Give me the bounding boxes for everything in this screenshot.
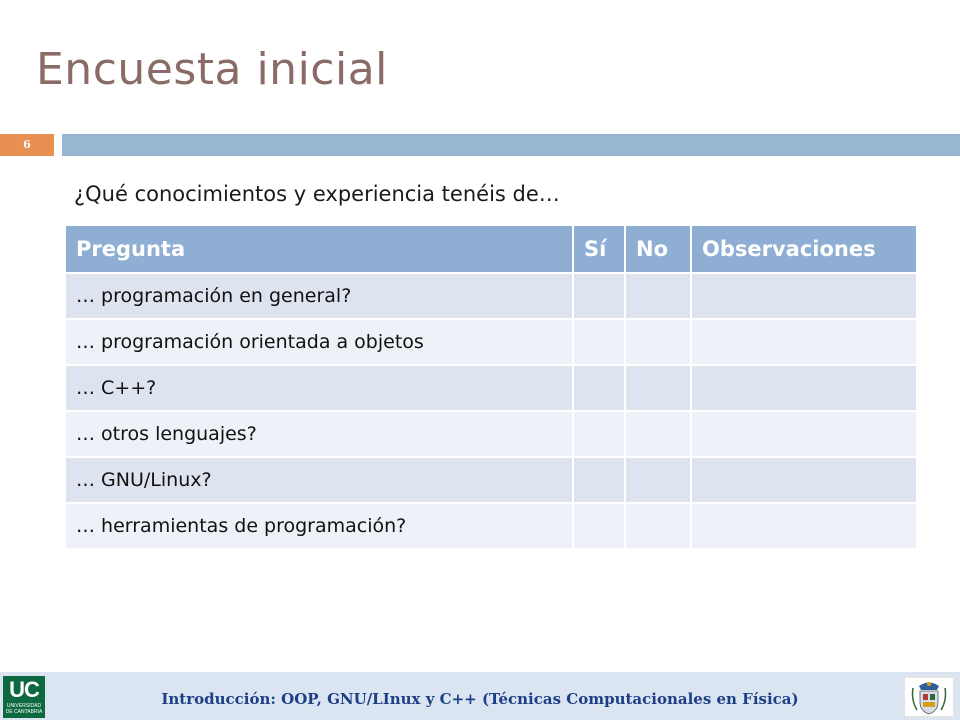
crest-icon (903, 676, 955, 718)
cell-si (573, 457, 625, 503)
logo-subtext: UNIVERSIDAD DE CANTABRIA (5, 703, 43, 715)
table-row (65, 457, 917, 503)
cell-si (573, 411, 625, 457)
table-row (65, 365, 917, 411)
cell-pregunta: … programación orientada a objetos (65, 319, 573, 365)
slide-subtitle: ¿Qué conocimientos y experiencia tenéis de… (74, 182, 560, 206)
cell-observaciones (691, 273, 917, 319)
cell-pregunta: … herramientas de programación? (65, 503, 573, 549)
logo-initials: UC (9, 677, 39, 702)
cell-pregunta: … GNU/Linux? (65, 457, 573, 503)
cell-no (625, 411, 691, 457)
slide-number: 6 (0, 134, 54, 156)
header-no: No (625, 225, 691, 273)
header-pregunta: Pregunta (65, 225, 573, 273)
cell-no (625, 319, 691, 365)
cell-no (625, 365, 691, 411)
cell-observaciones (691, 411, 917, 457)
cell-pregunta: … C++? (65, 365, 573, 411)
header-observaciones: Observaciones (691, 225, 917, 273)
cell-observaciones (691, 365, 917, 411)
table-row (65, 503, 917, 549)
cell-observaciones (691, 503, 917, 549)
cell-pregunta: … programación en general? (65, 273, 573, 319)
slide-title: Encuesta inicial (36, 44, 388, 95)
table-row (65, 273, 917, 319)
cell-no (625, 273, 691, 319)
footer-text: Introducción: OOP, GNU/LInux y C++ (Técnicas Computacionales en Física) (161, 690, 799, 708)
cell-si (573, 273, 625, 319)
cell-no (625, 457, 691, 503)
cell-pregunta: … otros lenguajes? (65, 411, 573, 457)
table-header-row (65, 225, 917, 273)
table-row (65, 319, 917, 365)
cell-si (573, 365, 625, 411)
header-si: Sí (573, 225, 625, 273)
cell-no (625, 503, 691, 549)
cell-si (573, 503, 625, 549)
header-band (62, 134, 960, 156)
cell-si (573, 319, 625, 365)
cell-observaciones (691, 457, 917, 503)
table-row (65, 411, 917, 457)
survey-table (64, 224, 918, 550)
cell-observaciones (691, 319, 917, 365)
